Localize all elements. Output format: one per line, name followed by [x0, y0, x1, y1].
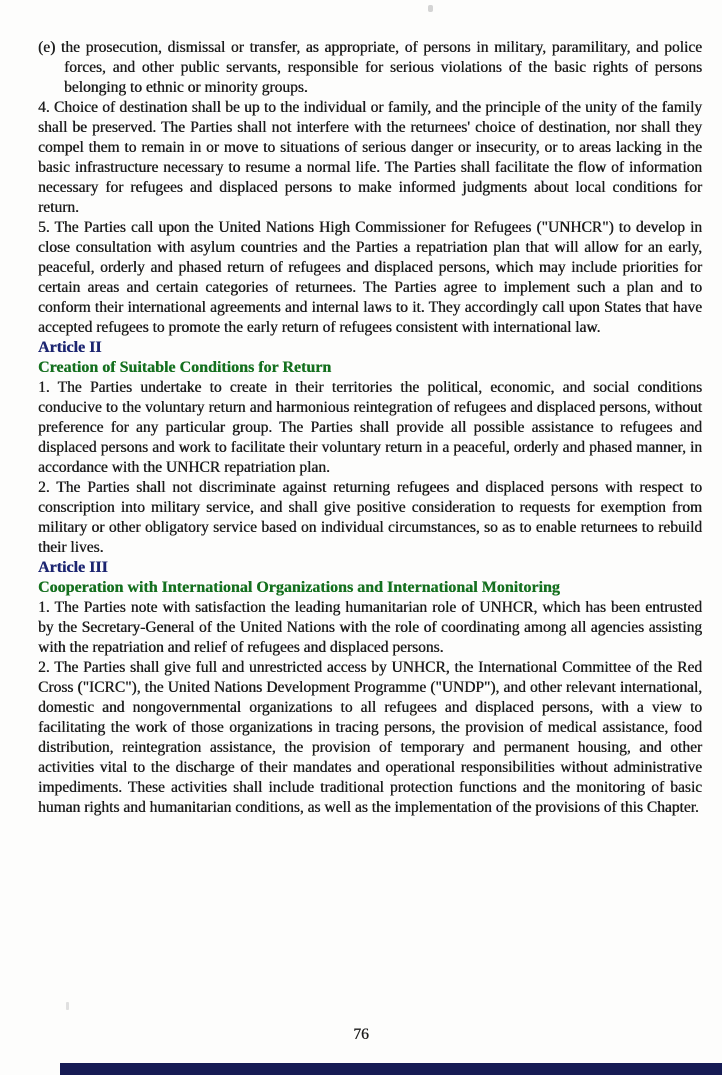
scan-edge-bar — [60, 1063, 722, 1075]
scan-speck-icon — [428, 5, 433, 12]
paragraph-4: 4. Choice of destination shall be up to the individual or family, and the principle of the unity of the family shall be preserved. The Parties shall not interfere with the returnees' choice of destination, nor shall they compel them to remain in or move to situations of serious danger or insecurity, or to areas lacking in the basic infrastructure necessary to resume a normal life. The Parties shall facilitate the flow of information necessary for refugees and displaced persons to make informed judgments about local conditions for return. — [38, 99, 702, 216]
paragraph-5: 5. The Parties call upon the United Nations High Commissioner for Refugees ("UNHCR") to develop in close consultation with asylum countries and the Parties a repatriation plan that will allow for an early, peaceful, orderly and phased return of refugees and displaced persons, which may include priorities for certain areas and certain categories of returnees. The Parties agree to implement such a plan and to conform their international agreements and internal laws to it. They accordingly call upon States that have accepted refugees to promote the early return of refugees consistent with international law. — [38, 219, 702, 336]
article-3-heading: Article III — [38, 559, 108, 576]
article-2-paragraph-2: 2. The Parties shall not discriminate against returning refugees and displaced persons with respect to conscription into military service, and shall give positive consideration to requests for exemption from military or other obligatory service based on individual circumstances, so as to enable returnees to rebuild their lives. — [38, 479, 702, 556]
page-number: 76 — [353, 1026, 369, 1043]
article-2-heading: Article II — [38, 339, 102, 356]
article-3-subheading: Cooperation with International Organizations and International Monitoring — [38, 579, 560, 596]
article-2-paragraph-1: 1. The Parties undertake to create in their territories the political, economic, and social conditions conducive to the voluntary return and harmonious reintegration of refugees and displaced persons, without preference for any particular group. The Parties shall provide all possible assistance to refugees and displaced persons and work to facilitate their voluntary return in a peaceful, orderly and phased manner, in accordance with the UNHCR repatriation plan. — [38, 379, 702, 476]
article-3-paragraph-2: 2. The Parties shall give full and unrestricted access by UNHCR, the International Committee of the Red Cross ("ICRC"), the United Nations Development Programme ("UNDP"), and other relevant international, domestic and nongovernmental organizations to all refugees and displaced persons, with a view to facilitating the work of those organizations in tracing persons, the provision of medical assistance, food distribution, reintegration assistance, the provision of temporary and permanent housing, and other activities vital to the discharge of their mandates and operational responsibilities without administrative impediments. These activities shall include traditional protection functions and the monitoring of basic human rights and humanitarian conditions, as well as the implementation of the provisions of this Chapter. — [38, 659, 702, 816]
article-3-paragraph-1: 1. The Parties note with satisfaction the leading humanitarian role of UNHCR, which has been entrusted by the Secretary-General of the United Nations with the role of coordinating among all agencies assisting with the repatriation and relief of refugees and displaced persons. — [38, 599, 702, 656]
scan-speck-icon — [66, 1002, 69, 1010]
clause-e-paragraph: (e) the prosecution, dismissal or transfer, as appropriate, of persons in military, paramilitary, and police forces, and other public servants, responsible for serious violations of the basic rights of persons belonging to ethnic or minority groups. — [38, 39, 702, 96]
article-2-subheading: Creation of Suitable Conditions for Return — [38, 359, 332, 376]
page-body — [38, 38, 702, 818]
